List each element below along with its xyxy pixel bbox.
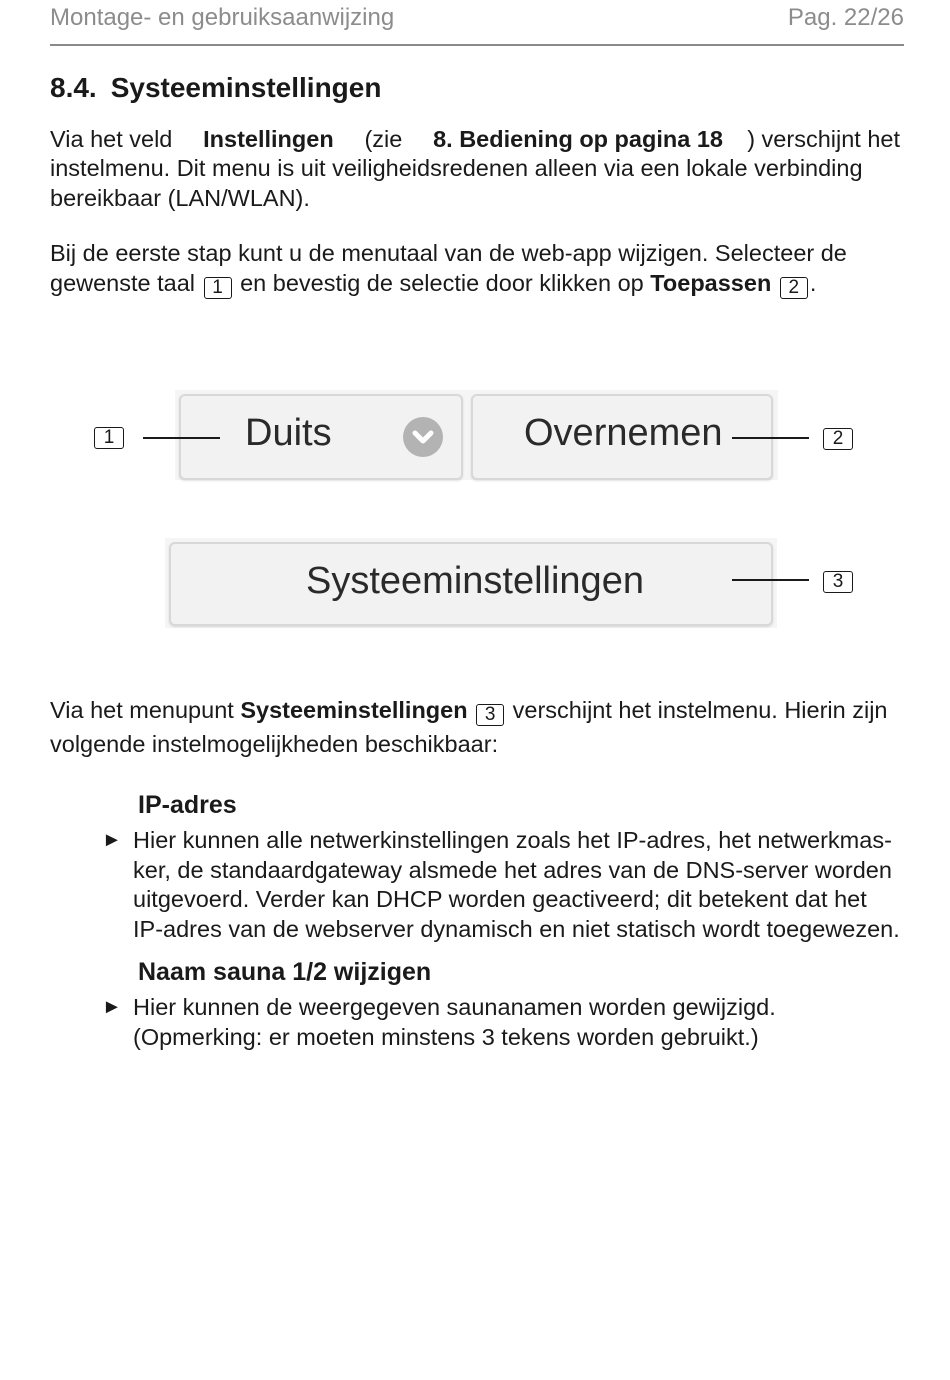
callout-1: 1 [94,427,124,449]
page-header [50,4,904,46]
intro-line-1: Via het veld Instellingen (zie 8. Bediening op pagina 18 ) verschijnt het [50,126,900,152]
step-paragraph [50,238,900,299]
chevron-down-icon [403,417,443,457]
section-heading [50,72,381,104]
leader-line-1 [143,437,220,439]
callout-ref-1: 1 [204,277,232,299]
language-dropdown[interactable] [179,394,463,480]
section-title: Systeeminstellingen [110,72,382,103]
intro-line-3: bereikbaar (LAN/WLAN). [50,185,310,211]
menu-line-1: Via het menupunt Systeeminstellingen 3 verschijnt het instelmenu. Hierin zijn [50,697,888,725]
apply-button[interactable] [471,394,773,480]
document-title: Montage- en gebruiksaanwijzing [50,4,395,31]
bullet-arrow-icon: ► [102,996,122,1018]
leader-line-2 [732,437,809,439]
system-settings-label: Systeeminstellingen [306,560,644,602]
apply-label: Overnemen [524,412,723,454]
step-line-2: gewenste taal 1 en bevestig de selectie door klikken op Toepassen 2 . [50,270,817,298]
item-title-ip-address: IP-adres [138,791,237,819]
callout-ref-2: 2 [780,277,808,299]
intro-paragraph [50,124,900,213]
system-settings-button[interactable] [169,542,773,626]
bullet-arrow-icon: ► [102,829,122,851]
item-title-sauna-name: Naam sauna 1/2 wijzigen [138,958,432,986]
page-number: Pag. 22/26 [787,4,904,31]
item-text-sauna-name: Hier kunnen de weergegeven saunanamen worden gewijzigd. (Opmerking: er moeten minstens 3 tekens worden gebruikt.) [133,994,776,1050]
item-text-ip-address: Hier kunnen alle netwerkinstellingen zoals het IP-adres, het netwerkmas- ker, de standaardgateway alsmede het adres van de DNS-server worden uitgevoerd. Verder kan DHCP worden geactiveerd; dit betekent dat het IP-adres van de webserver dynamisch en niet statisch wordt toegewezen. [133,827,900,942]
menu-paragraph [50,693,900,761]
step-line-1: Bij de eerste stap kunt u de menutaal van de web-app wijzigen. Selecteer de [50,240,847,266]
callout-ref-3: 3 [476,704,504,726]
menu-line-2: volgende instelmogelijkheden beschikbaar: [50,731,499,757]
leader-line-3 [732,579,809,581]
callout-3: 3 [823,571,853,593]
language-value: Duits [245,412,332,454]
intro-line-2: instelmenu. Dit menu is uit veiligheidsredenen alleen via een lokale verbinding [50,155,863,181]
section-number: 8.4. [50,72,97,103]
callout-2: 2 [823,428,853,450]
